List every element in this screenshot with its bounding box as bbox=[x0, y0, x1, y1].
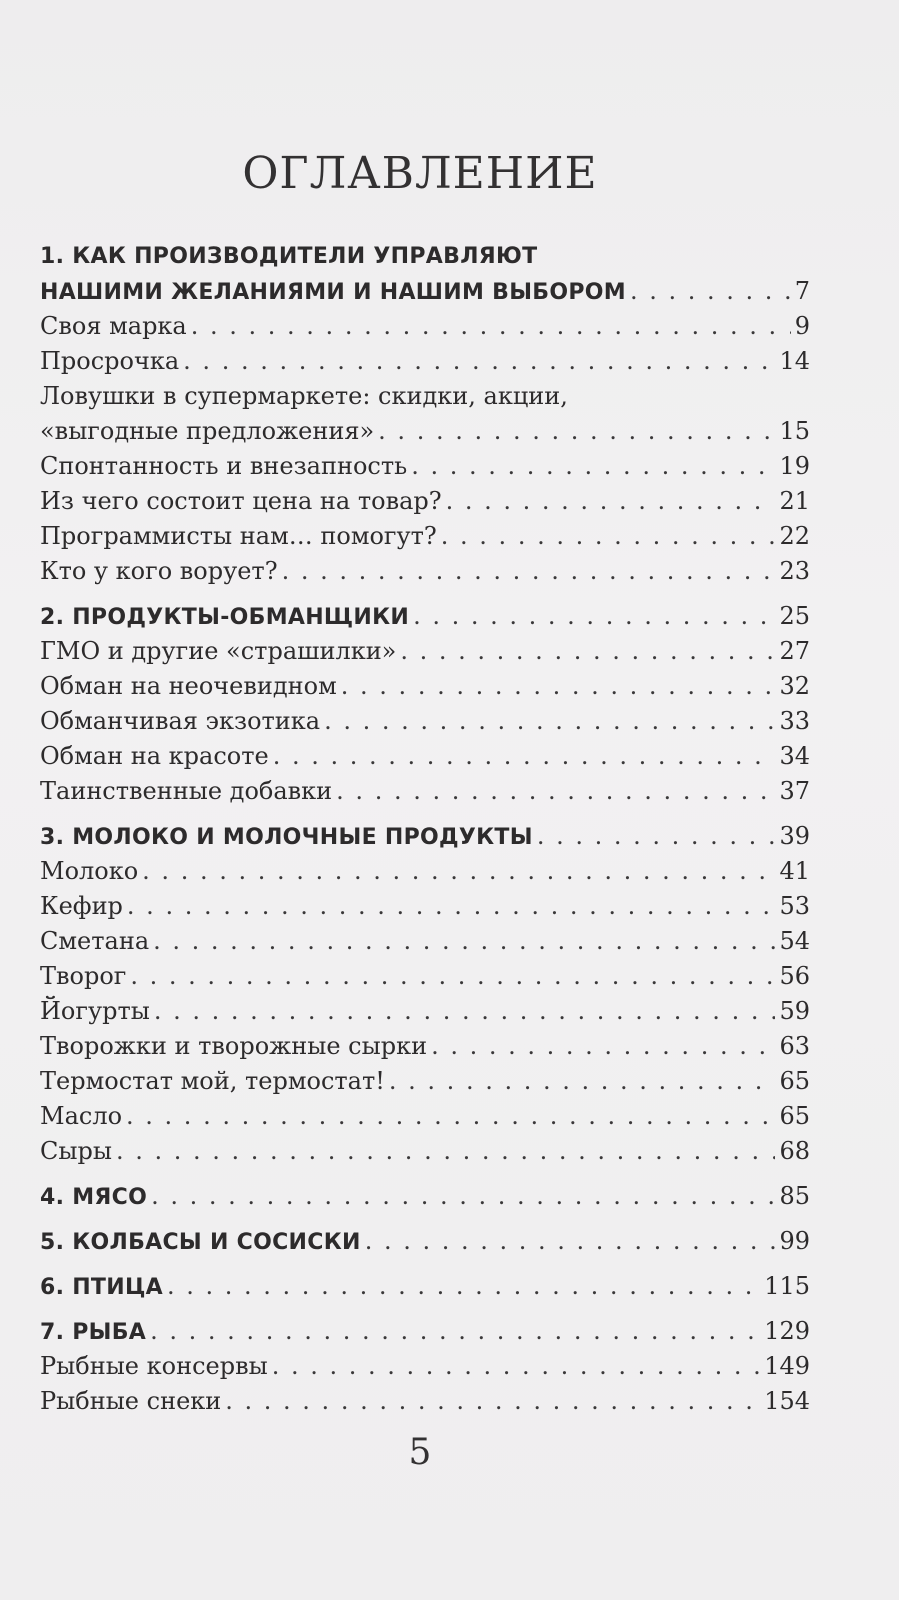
chapter-title: 4. МЯСО bbox=[40, 1185, 148, 1210]
table-of-contents bbox=[40, 240, 810, 1419]
toc-entry-chapter-6[interactable] bbox=[40, 1269, 810, 1304]
entry-label: Таинственные добавки bbox=[40, 777, 333, 805]
toc-entry-chapter-7[interactable] bbox=[40, 1314, 810, 1349]
entry-label: Программисты нам… помогут? bbox=[40, 522, 437, 550]
page-number: 129 bbox=[764, 1317, 810, 1345]
dot-leader bbox=[446, 484, 776, 519]
toc-entry-chapter-3[interactable] bbox=[40, 819, 810, 854]
toc-entry[interactable] bbox=[40, 414, 810, 449]
section-gap bbox=[40, 1169, 810, 1179]
section-gap bbox=[40, 1259, 810, 1269]
entry-label: Из чего состоит цена на товар? bbox=[40, 487, 442, 515]
page-number: 37 bbox=[779, 777, 810, 805]
entry-label: «выгодные предложения» bbox=[40, 417, 375, 445]
toc-entry[interactable] bbox=[40, 704, 810, 739]
dot-leader bbox=[411, 449, 775, 484]
dot-leader bbox=[126, 1099, 775, 1134]
dot-leader bbox=[324, 704, 775, 739]
entry-label: Творожки и творожные сырки bbox=[40, 1032, 428, 1060]
entry-label: Обман на неочевидном bbox=[40, 672, 337, 700]
chapter-title: 6. ПТИЦА bbox=[40, 1275, 163, 1300]
page-number: 41 bbox=[779, 857, 810, 885]
page-number: 39 bbox=[779, 822, 810, 850]
toc-entry[interactable] bbox=[40, 449, 810, 484]
dot-leader bbox=[154, 994, 776, 1029]
toc-entry[interactable] bbox=[40, 634, 810, 669]
entry-label: Обман на красоте bbox=[40, 742, 269, 770]
dot-leader bbox=[191, 309, 791, 344]
page-number: 53 bbox=[779, 892, 810, 920]
page-number: 149 bbox=[764, 1352, 810, 1380]
chapter-title: 3. МОЛОКО И МОЛОЧНЫЕ ПРОДУКТЫ bbox=[40, 825, 533, 850]
page-number: 27 bbox=[779, 637, 810, 665]
dot-leader bbox=[378, 414, 775, 449]
page-number: 19 bbox=[779, 452, 810, 480]
page-number: 21 bbox=[779, 487, 810, 515]
page-number: 59 bbox=[779, 997, 810, 1025]
toc-entry[interactable] bbox=[40, 1064, 810, 1099]
page-number: 154 bbox=[764, 1387, 810, 1415]
page-number: 54 bbox=[779, 927, 810, 955]
page-title: ОГЛАВЛЕНИЕ bbox=[242, 148, 598, 199]
toc-entry[interactable] bbox=[40, 959, 810, 994]
dot-leader bbox=[431, 1029, 775, 1064]
toc-entry[interactable] bbox=[40, 1029, 810, 1064]
dot-leader bbox=[272, 1349, 760, 1384]
page-number: 115 bbox=[764, 1272, 810, 1300]
dot-leader bbox=[630, 274, 791, 309]
section-gap bbox=[40, 1214, 810, 1224]
toc-entry[interactable] bbox=[40, 1384, 810, 1419]
dot-leader bbox=[151, 1179, 775, 1214]
entry-label: Сметана bbox=[40, 927, 150, 955]
entry-label-line1: Ловушки в супермаркете: скидки, акции, bbox=[40, 382, 568, 410]
page-number: 65 bbox=[779, 1067, 810, 1095]
entry-label: Кто у кого ворует? bbox=[40, 557, 278, 585]
toc-entry[interactable] bbox=[40, 1099, 810, 1134]
entry-label: Обманчивая экзотика bbox=[40, 707, 321, 735]
dot-leader bbox=[167, 1269, 760, 1304]
toc-entry[interactable] bbox=[40, 1134, 810, 1169]
page-number: 85 bbox=[779, 1182, 810, 1210]
section-gap bbox=[40, 1304, 810, 1314]
page-number: 65 bbox=[779, 1102, 810, 1130]
page-number: 7 bbox=[794, 277, 810, 305]
page-number: 99 bbox=[779, 1227, 810, 1255]
page-number: 56 bbox=[779, 962, 810, 990]
dot-leader bbox=[537, 819, 776, 854]
page-number: 25 bbox=[779, 602, 810, 630]
toc-entry[interactable] bbox=[40, 924, 810, 959]
dot-leader bbox=[400, 634, 775, 669]
toc-entry[interactable] bbox=[40, 309, 810, 344]
dot-leader bbox=[413, 599, 775, 634]
toc-entry[interactable] bbox=[40, 774, 810, 809]
page-number-footer: 5 bbox=[408, 1432, 432, 1473]
toc-entry[interactable] bbox=[40, 994, 810, 1029]
toc-entry[interactable] bbox=[40, 484, 810, 519]
entry-label: Термостат мой, термостат! bbox=[40, 1067, 385, 1095]
dot-leader bbox=[150, 1314, 760, 1349]
page-number: 32 bbox=[779, 672, 810, 700]
page-number: 15 bbox=[779, 417, 810, 445]
toc-entry[interactable] bbox=[40, 344, 810, 379]
dot-leader bbox=[441, 519, 776, 554]
toc-entry-chapter-5[interactable] bbox=[40, 1224, 810, 1259]
dot-leader bbox=[142, 854, 775, 889]
page-number: 33 bbox=[779, 707, 810, 735]
dot-leader bbox=[153, 924, 775, 959]
dot-leader bbox=[389, 1064, 776, 1099]
dot-leader bbox=[127, 889, 776, 924]
toc-entry[interactable] bbox=[40, 1349, 810, 1384]
dot-leader bbox=[365, 1224, 776, 1259]
entry-label: Рыбные консервы bbox=[40, 1352, 268, 1380]
entry-label: Молоко bbox=[40, 857, 139, 885]
dot-leader bbox=[225, 1384, 760, 1419]
page-number: 63 bbox=[779, 1032, 810, 1060]
toc-entry[interactable] bbox=[40, 889, 810, 924]
chapter-title: 2. ПРОДУКТЫ-ОБМАНЩИКИ bbox=[40, 605, 410, 630]
toc-entry[interactable] bbox=[40, 669, 810, 704]
page-number: 22 bbox=[779, 522, 810, 550]
dot-leader bbox=[282, 554, 776, 589]
dot-leader bbox=[336, 774, 775, 809]
section-gap bbox=[40, 589, 810, 599]
page-number: 68 bbox=[779, 1137, 810, 1165]
page-number: 23 bbox=[779, 557, 810, 585]
chapter-1-title-line1: 1. КАК ПРОИЗВОДИТЕЛИ УПРАВЛЯЮТ bbox=[40, 244, 538, 269]
toc-entry[interactable] bbox=[40, 854, 810, 889]
toc-entry[interactable] bbox=[40, 519, 810, 554]
entry-label: Просрочка bbox=[40, 347, 180, 375]
entry-label: Своя марка bbox=[40, 312, 187, 340]
dot-leader bbox=[183, 344, 775, 379]
entry-label: Масло bbox=[40, 1102, 123, 1130]
entry-label: Творог bbox=[40, 962, 127, 990]
entry-label: Кефир bbox=[40, 892, 123, 920]
entry-label: Йогурты bbox=[40, 997, 150, 1025]
page-number: 9 bbox=[794, 312, 810, 340]
chapter-1-title-line2: НАШИМИ ЖЕЛАНИЯМИ И НАШИМ ВЫБОРОМ bbox=[40, 280, 626, 305]
dot-leader bbox=[116, 1134, 776, 1169]
toc-entry-chapter-2[interactable] bbox=[40, 599, 810, 634]
entry-label: Спонтанность и внезапность bbox=[40, 452, 408, 480]
entry-label: Рыбные снеки bbox=[40, 1387, 222, 1415]
chapter-title: 7. РЫБА bbox=[40, 1320, 147, 1345]
toc-entry-chapter-4[interactable] bbox=[40, 1179, 810, 1214]
entry-label: Сыры bbox=[40, 1137, 112, 1165]
toc-entry-chapter-1[interactable] bbox=[40, 274, 810, 309]
section-gap bbox=[40, 809, 810, 819]
dot-leader bbox=[130, 959, 775, 994]
page-number: 14 bbox=[779, 347, 810, 375]
page-number: 34 bbox=[779, 742, 810, 770]
dot-leader bbox=[341, 669, 776, 704]
chapter-title: 5. КОЛБАСЫ И СОСИСКИ bbox=[40, 1230, 361, 1255]
toc-entry[interactable] bbox=[40, 739, 810, 774]
entry-label: ГМО и другие «страшилки» bbox=[40, 637, 397, 665]
toc-entry[interactable] bbox=[40, 554, 810, 589]
dot-leader bbox=[273, 739, 776, 774]
